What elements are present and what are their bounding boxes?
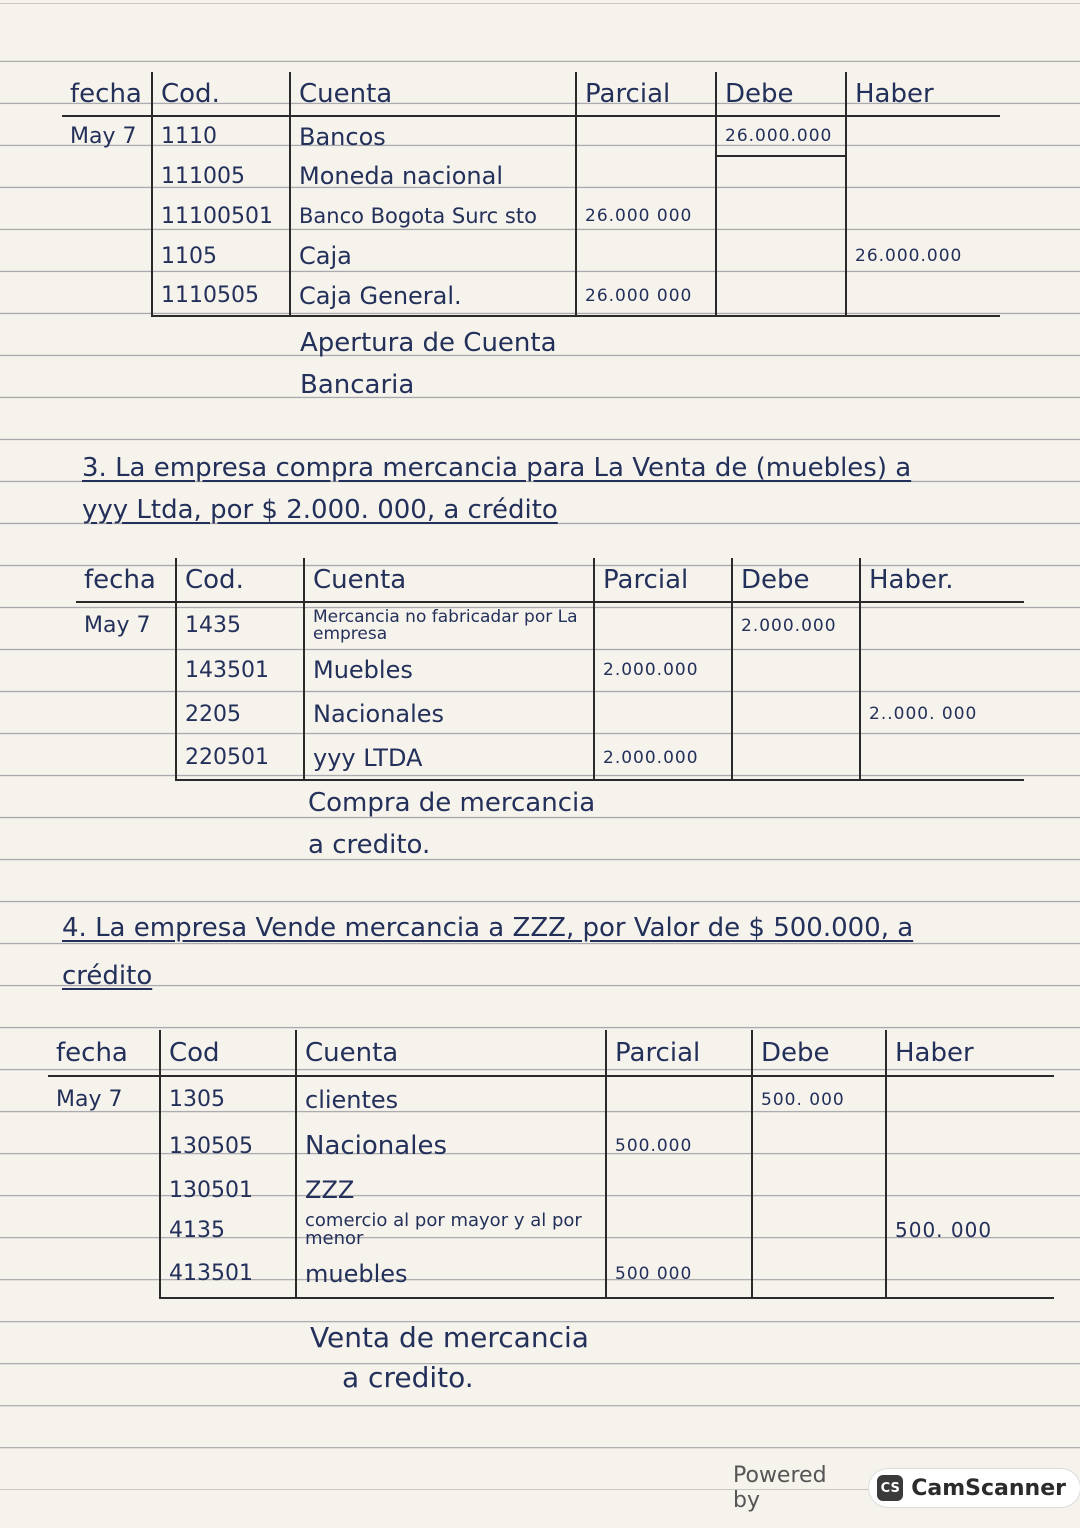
cell-cod: 130501 bbox=[160, 1170, 296, 1210]
table-row bbox=[62, 236, 1000, 276]
table-row bbox=[62, 196, 1000, 236]
cell-fecha bbox=[76, 648, 176, 692]
cell-fecha bbox=[48, 1250, 160, 1298]
cell-haber bbox=[846, 156, 1000, 196]
header-parcial: Parcial bbox=[606, 1030, 752, 1076]
cell-fecha bbox=[76, 736, 176, 780]
header-cod: Cod. bbox=[152, 72, 290, 116]
cell-cuenta: ZZZ bbox=[296, 1170, 606, 1210]
entry-1-description bbox=[300, 322, 557, 406]
cell-fecha bbox=[62, 156, 152, 196]
header-cuenta: Cuenta bbox=[296, 1030, 606, 1076]
cell-fecha bbox=[48, 1170, 160, 1210]
cell-fecha bbox=[48, 1122, 160, 1170]
cell-parcial bbox=[576, 116, 716, 156]
journal-entry-1 bbox=[62, 72, 1000, 317]
cell-haber: 2..000. 000 bbox=[860, 692, 1024, 736]
header-cuenta: Cuenta bbox=[304, 558, 594, 602]
cell-cod: 2205 bbox=[176, 692, 304, 736]
cell-parcial: 2.000.000 bbox=[594, 648, 732, 692]
cell-fecha bbox=[62, 196, 152, 236]
header-parcial: Parcial bbox=[594, 558, 732, 602]
header-haber: Haber bbox=[886, 1030, 1054, 1076]
cell-haber bbox=[846, 276, 1000, 316]
header-haber: Haber bbox=[846, 72, 1000, 116]
table-row bbox=[48, 1210, 1054, 1250]
description-line: a credito. bbox=[308, 830, 431, 860]
table-row bbox=[62, 116, 1000, 156]
entry-3-description bbox=[308, 782, 595, 866]
cell-cuenta: Caja General. bbox=[290, 276, 576, 316]
header-cod: Cod. bbox=[176, 558, 304, 602]
cell-cuenta: Muebles bbox=[304, 648, 594, 692]
powered-by-label: Powered by bbox=[733, 1463, 827, 1513]
cell-parcial bbox=[594, 602, 732, 648]
cell-fecha: May 7 bbox=[56, 1087, 123, 1112]
statement-line: 4. La empresa Vende mercancia a ZZZ, por Valor de $ 500.000, a bbox=[62, 913, 914, 943]
camscanner-watermark bbox=[733, 1463, 1080, 1513]
cell-cod: 130505 bbox=[160, 1122, 296, 1170]
cell-debe bbox=[732, 736, 860, 780]
cell-haber bbox=[846, 116, 1000, 156]
cell-cod: 111005 bbox=[152, 156, 290, 196]
cell-cuenta: Moneda nacional bbox=[290, 156, 576, 196]
cell-cuenta: Bancos bbox=[290, 116, 576, 156]
header-debe: Debe bbox=[716, 72, 846, 116]
cell-debe bbox=[752, 1122, 886, 1170]
table-row bbox=[48, 1076, 1054, 1122]
cell-cod: 1305 bbox=[160, 1076, 296, 1122]
header-debe: Debe bbox=[732, 558, 860, 602]
cell-cuenta: muebles bbox=[296, 1250, 606, 1298]
cell-haber bbox=[886, 1250, 1054, 1298]
cell-fecha bbox=[48, 1210, 160, 1250]
statement-4 bbox=[62, 904, 913, 1000]
cell-haber bbox=[860, 648, 1024, 692]
cell-cod: 4135 bbox=[160, 1210, 296, 1250]
header-cuenta: Cuenta bbox=[290, 72, 576, 116]
table-row bbox=[48, 1170, 1054, 1210]
table-row bbox=[62, 156, 1000, 196]
description-line: Apertura de Cuenta bbox=[300, 328, 557, 358]
journal-entry-4 bbox=[48, 1030, 1054, 1299]
cell-parcial bbox=[606, 1170, 752, 1210]
cell-parcial: 26.000 000 bbox=[576, 196, 716, 236]
cell-debe bbox=[732, 692, 860, 736]
header-fecha: fecha bbox=[48, 1030, 160, 1076]
cell-debe bbox=[716, 276, 846, 316]
cell-cod: 1435 bbox=[176, 602, 304, 648]
table-row bbox=[76, 648, 1024, 692]
table-row bbox=[48, 1122, 1054, 1170]
table-row bbox=[76, 602, 1024, 648]
cell-parcial bbox=[594, 692, 732, 736]
cell-cod: 11100501 bbox=[152, 196, 290, 236]
cell-haber: 26.000.000 bbox=[846, 236, 1000, 276]
description-line: Bancaria bbox=[300, 370, 415, 400]
camscanner-badge bbox=[869, 1469, 1080, 1507]
header-debe: Debe bbox=[752, 1030, 886, 1076]
cell-debe: 500. 000 bbox=[752, 1076, 886, 1122]
cell-cuenta-text: Mercancia no fabricadar por La empresa bbox=[313, 606, 578, 644]
header-cod: Cod bbox=[160, 1030, 296, 1076]
cell-cod: 1105 bbox=[152, 236, 290, 276]
cell-parcial bbox=[606, 1210, 752, 1250]
table-row bbox=[76, 736, 1024, 780]
cell-cuenta: clientes bbox=[296, 1076, 606, 1122]
header-fecha: fecha bbox=[62, 72, 152, 116]
cell-cod: 1110 bbox=[152, 116, 290, 156]
camscanner-logo-icon: CS bbox=[877, 1475, 903, 1501]
cell-debe bbox=[716, 196, 846, 236]
cell-fecha: May 7 bbox=[84, 613, 151, 638]
header-fecha: fecha bbox=[76, 558, 176, 602]
cell-cuenta-text: comercio al por mayor y al por menor bbox=[305, 1210, 582, 1249]
cell-cuenta: Nacionales bbox=[304, 692, 594, 736]
cell-debe bbox=[752, 1210, 886, 1250]
cell-parcial: 2.000.000 bbox=[594, 736, 732, 780]
cell-cod: 413501 bbox=[160, 1250, 296, 1298]
cell-debe bbox=[752, 1250, 886, 1298]
cell-cod: 1110505 bbox=[152, 276, 290, 316]
cell-fecha bbox=[76, 692, 176, 736]
cell-haber bbox=[886, 1170, 1054, 1210]
table-row bbox=[76, 692, 1024, 736]
cell-haber bbox=[860, 736, 1024, 780]
cell-haber: 500. 000 bbox=[886, 1210, 1054, 1250]
journal-entry-3 bbox=[76, 558, 1024, 781]
cell-cod: 220501 bbox=[176, 736, 304, 780]
entry-4-description bbox=[310, 1318, 589, 1398]
header-row bbox=[62, 72, 1000, 116]
statement-3 bbox=[82, 447, 911, 531]
cell-parcial bbox=[606, 1076, 752, 1122]
cell-debe bbox=[716, 236, 846, 276]
statement-line: yyy Ltda, por $ 2.000. 000, a crédito bbox=[82, 495, 558, 525]
statement-line: 3. La empresa compra mercancia para La Venta de (muebles) a bbox=[82, 453, 912, 483]
cell-cuenta bbox=[304, 602, 594, 648]
cell-parcial bbox=[576, 156, 716, 196]
cell-haber bbox=[886, 1076, 1054, 1122]
header-row bbox=[76, 558, 1024, 602]
statement-line: crédito bbox=[62, 961, 153, 991]
cell-parcial: 500 000 bbox=[606, 1250, 752, 1298]
cell-debe: 26.000.000 bbox=[716, 116, 846, 156]
cell-fecha bbox=[62, 276, 152, 316]
cell-debe bbox=[752, 1170, 886, 1210]
description-line: Compra de mercancia bbox=[308, 788, 596, 818]
cell-parcial: 26.000 000 bbox=[576, 276, 716, 316]
cell-cuenta: Caja bbox=[290, 236, 576, 276]
table-row bbox=[48, 1250, 1054, 1298]
cell-debe bbox=[716, 156, 846, 196]
description-line: Venta de mercancia bbox=[310, 1321, 589, 1354]
cell-cuenta: yyy LTDA bbox=[304, 736, 594, 780]
table-row bbox=[62, 276, 1000, 316]
cell-debe: 2.000.000 bbox=[732, 602, 860, 648]
cell-parcial bbox=[576, 236, 716, 276]
cell-fecha bbox=[62, 236, 152, 276]
header-row bbox=[48, 1030, 1054, 1076]
cell-haber bbox=[846, 196, 1000, 236]
cell-cod: 143501 bbox=[176, 648, 304, 692]
cell-haber bbox=[860, 602, 1024, 648]
cell-parcial: 500.000 bbox=[606, 1122, 752, 1170]
cell-cuenta: Banco Bogota Surc sto bbox=[290, 196, 576, 236]
description-line: a credito. bbox=[342, 1361, 474, 1394]
cell-cuenta bbox=[296, 1210, 606, 1250]
cell-haber bbox=[886, 1122, 1054, 1170]
header-parcial: Parcial bbox=[576, 72, 716, 116]
cell-debe bbox=[732, 648, 860, 692]
header-haber: Haber. bbox=[860, 558, 1024, 602]
cell-fecha: May 7 bbox=[70, 124, 137, 149]
camscanner-name: CamScanner bbox=[911, 1475, 1066, 1501]
cell-cuenta: Nacionales bbox=[296, 1122, 606, 1170]
